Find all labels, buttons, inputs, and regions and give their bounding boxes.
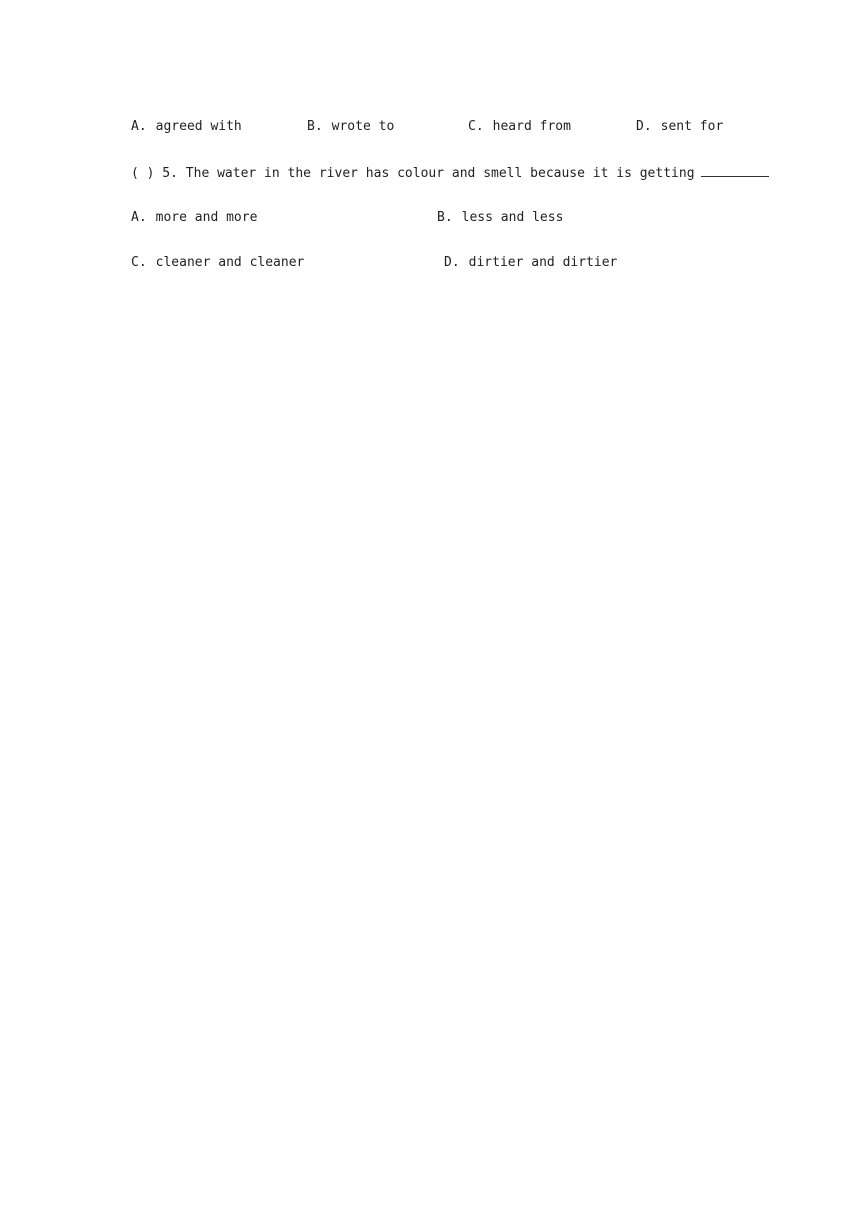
option-d — [636, 119, 723, 134]
option-letter: C. — [131, 255, 147, 270]
option-text: wrote to — [331, 119, 395, 134]
option-text: cleaner and cleaner — [155, 255, 305, 270]
option-text: heard from — [492, 119, 571, 134]
option-letter: D. — [636, 119, 652, 134]
option-a — [131, 119, 242, 134]
option-letter: B. — [307, 119, 323, 134]
option-text: sent for — [660, 119, 724, 134]
question-5-text: ( ) 5. The water in the river has colour and smell because it is getting — [131, 166, 695, 181]
prev-question-options-row — [0, 119, 865, 137]
option-letter: A. — [131, 210, 147, 225]
option-b — [437, 210, 563, 225]
question-5-options-row-1 — [0, 210, 865, 228]
option-text: agreed with — [155, 119, 242, 134]
option-c — [131, 255, 304, 270]
option-letter: A. — [131, 119, 147, 134]
option-c — [468, 119, 571, 134]
question-5 — [131, 164, 769, 181]
option-letter: C. — [468, 119, 484, 134]
option-text: dirtier and dirtier — [468, 255, 618, 270]
option-letter: B. — [437, 210, 453, 225]
question-5-options-row-2 — [0, 255, 865, 273]
option-b — [307, 119, 394, 134]
option-d — [444, 255, 617, 270]
option-letter: D. — [444, 255, 460, 270]
option-text: less and less — [461, 210, 564, 225]
question-5-row — [0, 164, 865, 182]
option-a — [131, 210, 257, 225]
answer-blank — [701, 164, 769, 177]
option-text: more and more — [155, 210, 258, 225]
